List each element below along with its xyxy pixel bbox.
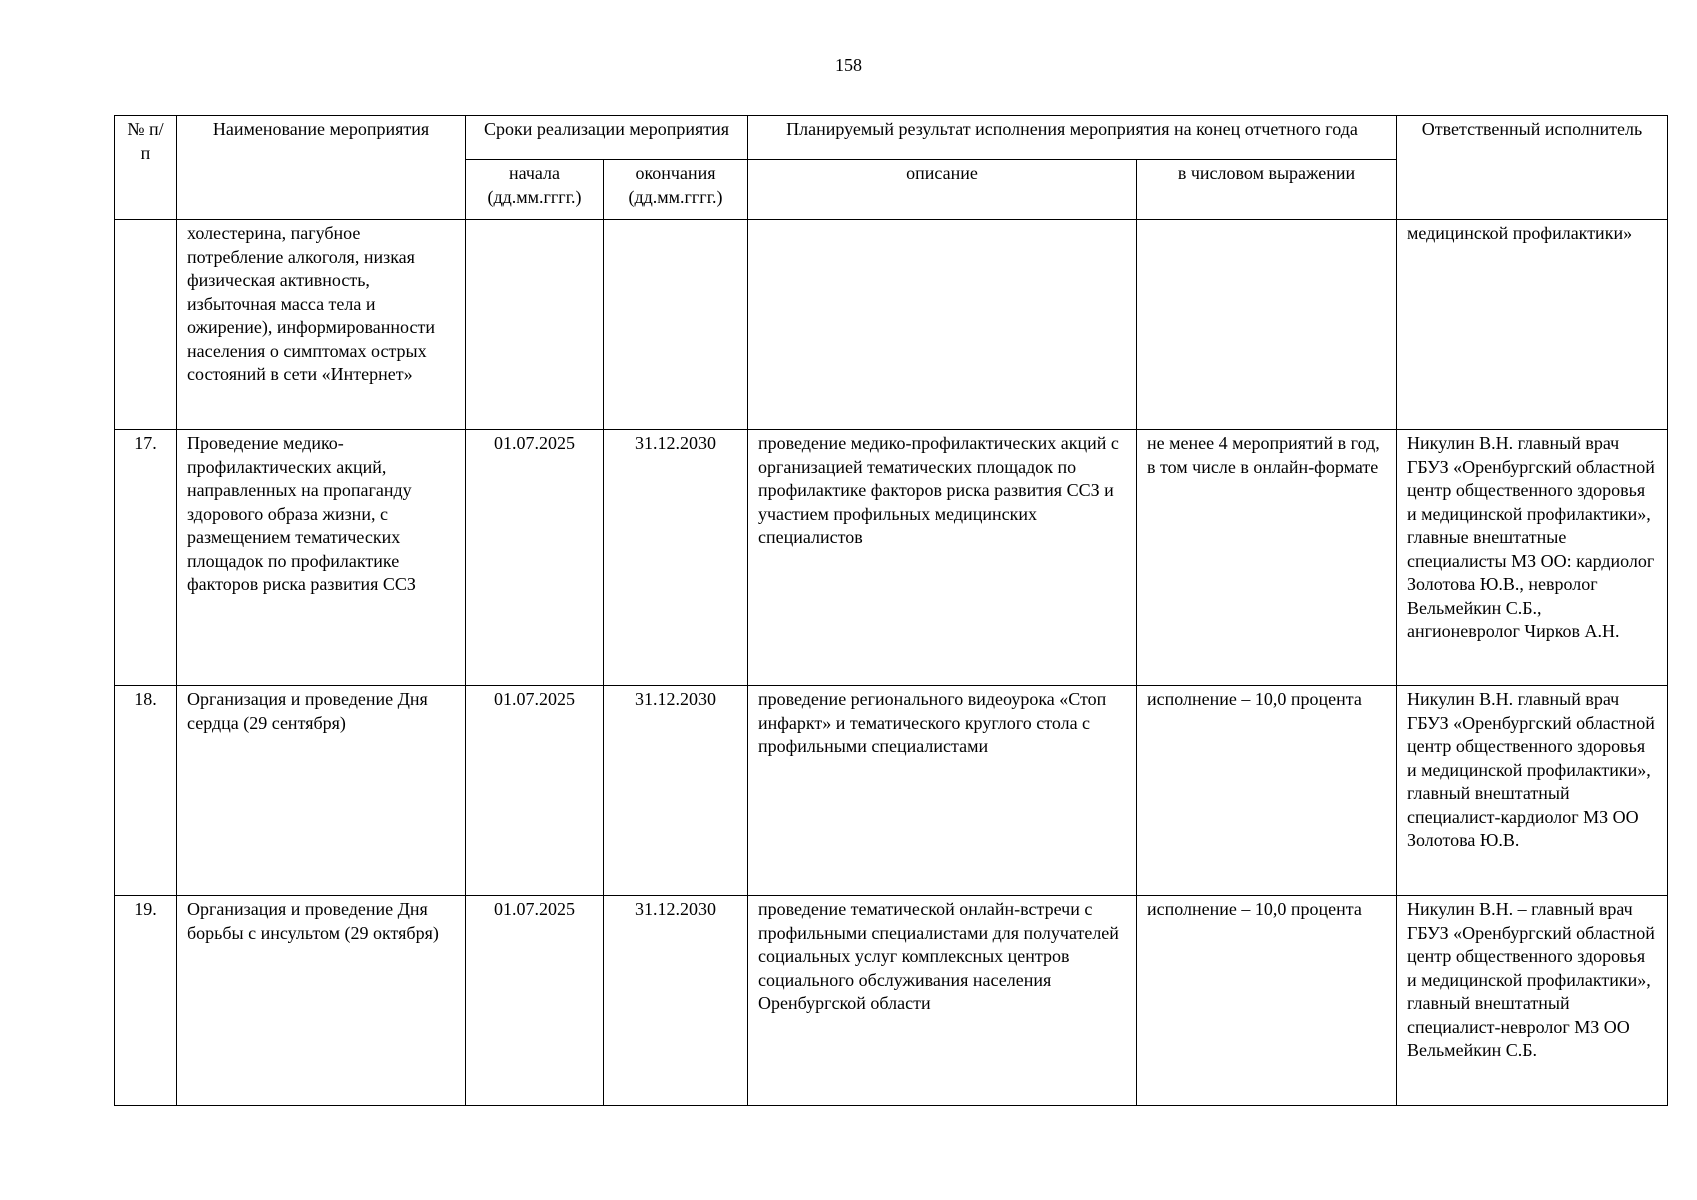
header-result: Планируемый результат исполнения мероприятия на конец отчетного года [748, 116, 1397, 160]
cell-description [748, 220, 1137, 430]
header-period: Сроки реализации мероприятия [466, 116, 748, 160]
cell-numeric: исполнение – 10,0 процента [1137, 686, 1397, 896]
cell-name: холестерина, пагубное потребление алкоголя, низкая физическая активность, избыточная масса тела и ожирение), информированности населения о симптомах острых состояний в сети «Интернет» [177, 220, 466, 430]
cell-description: проведение регионального видеоурока «Стоп инфаркт» и тематического круглого стола с профильными специалистами [748, 686, 1137, 896]
cell-start: 01.07.2025 [466, 686, 604, 896]
table-row [115, 430, 1668, 686]
cell-start: 01.07.2025 [466, 430, 604, 686]
cell-responsible: Никулин В.Н. – главный врач ГБУЗ «Оренбургский областной центр общественного здоровья и медицинской профилактики», главный внештатный специалист-невролог МЗ ОО Вельмейкин С.Б. [1397, 896, 1668, 1106]
cell-numeric [1137, 220, 1397, 430]
cell-num [115, 220, 177, 430]
cell-responsible: Никулин В.Н. главный врач ГБУЗ «Оренбургский областной центр общественного здоровья и медицинской профилактики», главный внештатный специалист-кардиолог МЗ ОО Золотова Ю.В. [1397, 686, 1668, 896]
header-end: окончания (дд.мм.гггг.) [604, 160, 748, 220]
table-row [115, 896, 1668, 1106]
cell-start: 01.07.2025 [466, 896, 604, 1106]
table-row [115, 220, 1668, 430]
events-table [114, 115, 1668, 1106]
header-numeric: в числовом выражении [1137, 160, 1397, 220]
cell-start [466, 220, 604, 430]
cell-num: 17. [115, 430, 177, 686]
cell-name: Проведение медико-профилактических акций, направленных на пропаганду здорового образа жизни, с размещением тематических площадок по профилактике факторов риска развития ССЗ [177, 430, 466, 686]
cell-num: 19. [115, 896, 177, 1106]
cell-num: 18. [115, 686, 177, 896]
table-header-row [115, 116, 1668, 160]
cell-description: проведение тематической онлайн-встречи с профильными специалистами для получателей социальных услуг комплексных центров социального обслуживания населения Оренбургской области [748, 896, 1137, 1106]
cell-end: 31.12.2030 [604, 896, 748, 1106]
cell-numeric: исполнение – 10,0 процента [1137, 896, 1397, 1106]
page-number: 158 [835, 55, 862, 75]
cell-numeric: не менее 4 мероприятий в год, в том числе в онлайн-формате [1137, 430, 1397, 686]
cell-responsible: медицинской профилактики» [1397, 220, 1668, 430]
cell-description: проведение медико-профилактических акций с организацией тематических площадок по профилактике факторов риска развития ССЗ и участием профильных медицинских специалистов [748, 430, 1137, 686]
cell-name: Организация и проведение Дня сердца (29 сентября) [177, 686, 466, 896]
header-responsible: Ответственный исполнитель [1397, 116, 1668, 220]
header-start: начала (дд.мм.гггг.) [466, 160, 604, 220]
header-name: Наименование мероприятия [177, 116, 466, 220]
cell-end [604, 220, 748, 430]
cell-name: Организация и проведение Дня борьбы с инсультом (29 октября) [177, 896, 466, 1106]
table-row [115, 686, 1668, 896]
header-description: описание [748, 160, 1137, 220]
cell-end: 31.12.2030 [604, 686, 748, 896]
header-num: № п/п [115, 116, 177, 220]
cell-end: 31.12.2030 [604, 430, 748, 686]
cell-responsible: Никулин В.Н. главный врач ГБУЗ «Оренбургский областной центр общественного здоровья и медицинской профилактики», главные внештатные специалисты МЗ ОО: кардиолог Золотова Ю.В., невролог Вельмейкин С.Б., ангионевролог Чирков А.Н. [1397, 430, 1668, 686]
